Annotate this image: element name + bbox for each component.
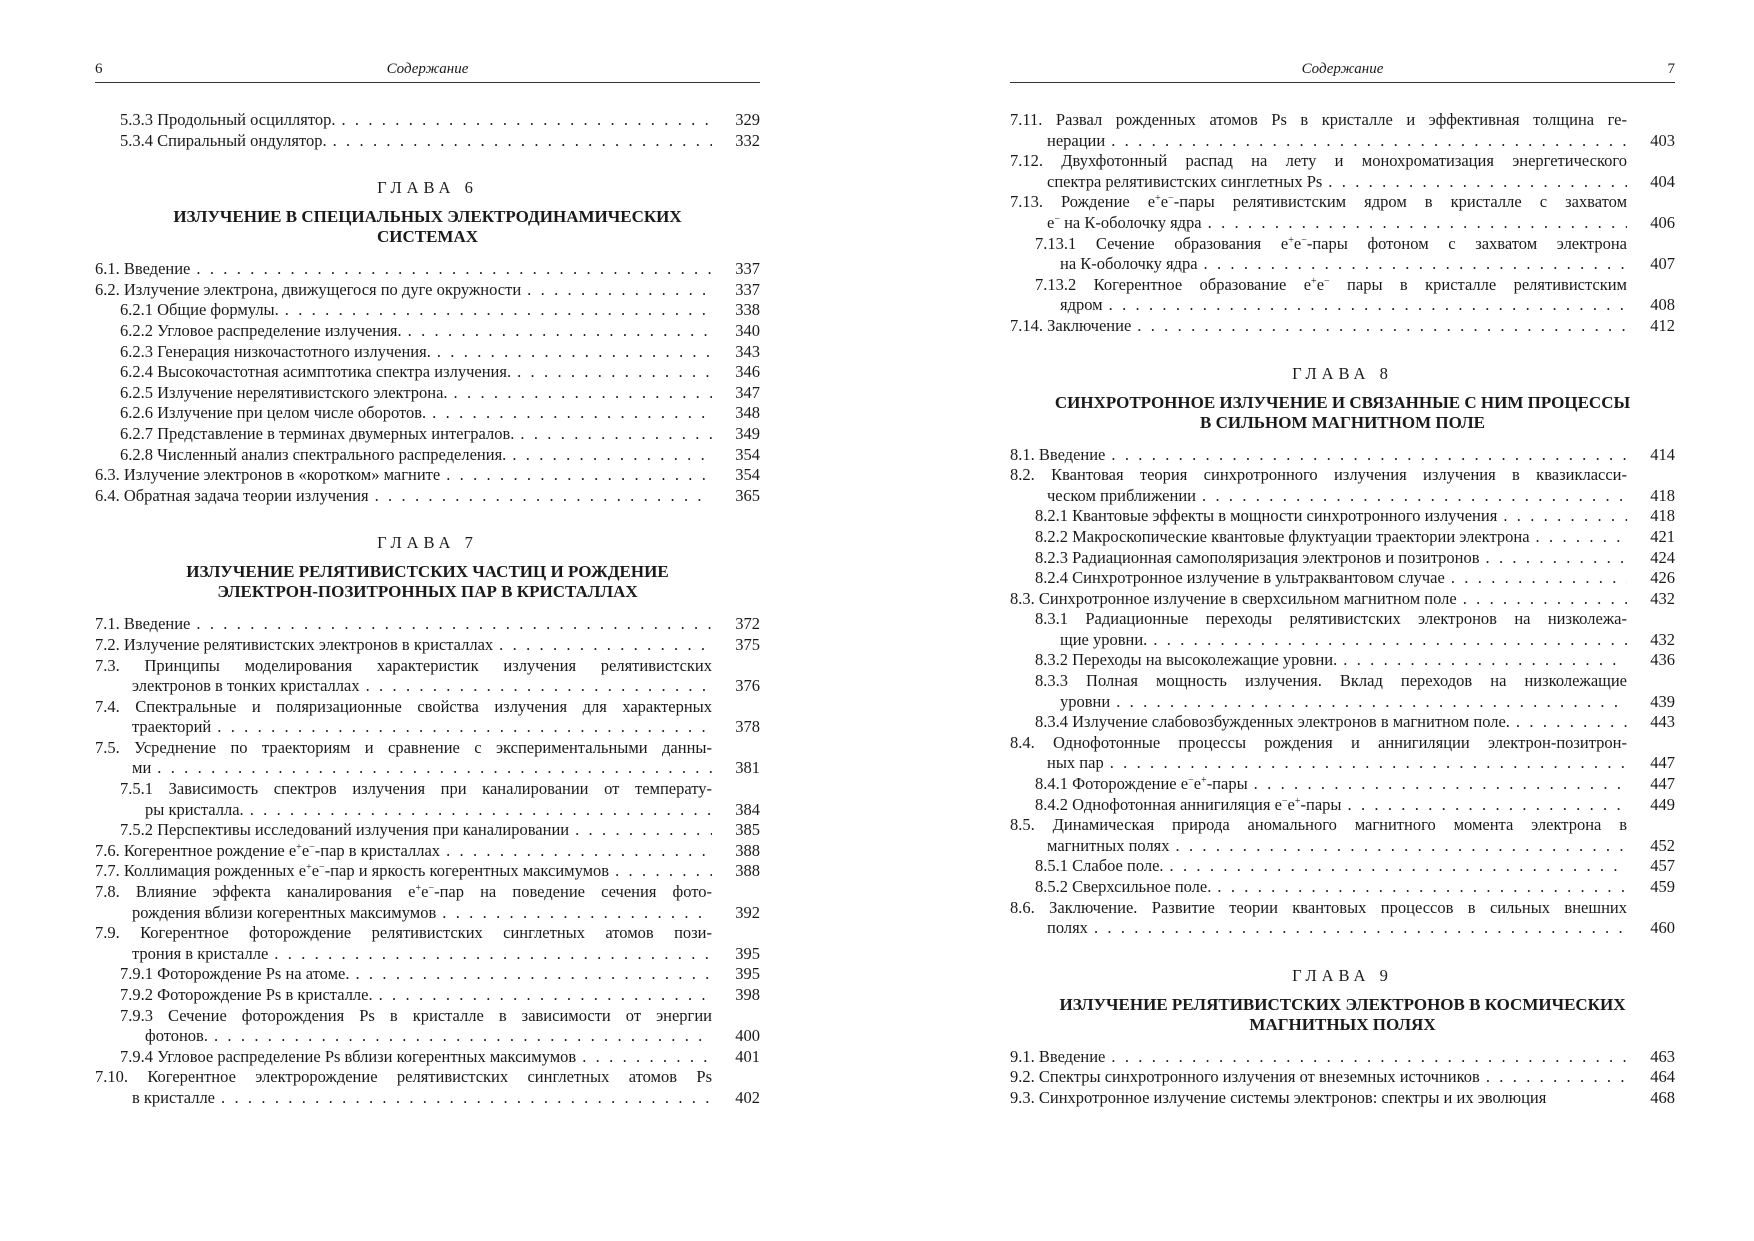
toc-entry-title-line: 8.5.2 Сверхсильное поле. . . . <box>1035 877 1627 898</box>
toc-entry-title-line: 7.9.1 Фоторождение Ps на атоме. . . . <box>120 964 712 985</box>
toc-entry-title-line: ядром . . . <box>1035 295 1627 316</box>
toc-entry[interactable] <box>1010 465 1675 506</box>
toc-entry[interactable] <box>1010 1047 1675 1068</box>
toc-page-number: 376 <box>735 676 760 696</box>
toc-entry-title-line: нерации . . . <box>1010 131 1627 152</box>
toc-entry-title-line: 6.2.4 Высокочастотная асимптотика спектра излучения. . . . <box>120 362 712 383</box>
toc-page-number: 408 <box>1650 295 1675 315</box>
toc-page-number: 403 <box>1650 130 1675 150</box>
superscript-sign: + <box>415 883 422 895</box>
toc-entry-title-line: 6.3. Излучение электронов в «коротком» магните . . . <box>95 465 712 486</box>
toc-page-number: 414 <box>1650 444 1675 464</box>
toc-page-number: 378 <box>735 717 760 737</box>
toc-entry[interactable] <box>1010 192 1675 233</box>
superscript-sign: − <box>309 841 315 853</box>
toc-entry-title-line: 7.9. Когерентное фоторождение релятивистских синглетных атомов пози- <box>95 923 712 943</box>
toc-entry-title-line: 6.2.3 Генерация низкочастотного излучения. . . . <box>120 342 712 363</box>
toc-entry-title-line: 8.4.1 Фоторождение e−e+-пары . . . <box>1035 774 1627 795</box>
toc-entry-title-line: 7.4. Спектральные и поляризационные свойства излучения для характерных <box>95 696 712 716</box>
toc-entry-title-line: 8.6. Заключение. Развитие теории квантовых процессов в сильных внешних <box>1010 897 1627 917</box>
toc-entry[interactable] <box>95 259 760 280</box>
toc-page-number: 375 <box>735 634 760 654</box>
toc-entry[interactable] <box>95 779 760 820</box>
toc-entry[interactable] <box>95 110 760 131</box>
toc-entry[interactable] <box>1010 856 1675 877</box>
toc-entry-title-line: 6.4. Обратная задача теории излучения . . . <box>95 486 712 507</box>
right-toc <box>1010 110 1675 1109</box>
toc-entry-title-line: спектра релятивистских синглетных Ps . . . <box>1010 172 1627 193</box>
superscript-sign: − <box>1324 275 1330 287</box>
toc-page-number: 402 <box>735 1087 760 1107</box>
toc-page-number: 337 <box>735 259 760 279</box>
toc-entry[interactable] <box>95 985 760 1006</box>
toc-entry-title-line: 8.3. Синхротронное излучение в сверхсильном магнитном поле . . . <box>1010 589 1627 610</box>
toc-page-number: 412 <box>1650 315 1675 335</box>
toc-entry-title-line: ры кристалла. . . . <box>120 800 712 821</box>
toc-page-number: 432 <box>1650 629 1675 649</box>
toc-page-number: 385 <box>735 820 760 840</box>
toc-entry[interactable] <box>1010 1088 1675 1109</box>
toc-entry-title-line: 7.10. Когерентное электророждение релятивистских синглетных атомов Ps <box>95 1067 712 1087</box>
chapter-label: ГЛАВА 6 <box>377 178 478 198</box>
toc-entry-title-line: ми . . . <box>95 758 712 779</box>
toc-entry-title-line: электронов в тонких кристаллах . . . <box>95 676 712 697</box>
toc-entry-title-line: 6.2.7 Представление в терминах двумерных интегралов. . . . <box>120 424 712 445</box>
right-page <box>1010 0 1675 1241</box>
superscript-sign: − <box>1301 234 1307 246</box>
toc-page-number: 459 <box>1650 877 1675 896</box>
toc-entry[interactable] <box>95 362 760 383</box>
toc-entry[interactable] <box>1010 712 1675 733</box>
toc-page-number: 468 <box>1650 1087 1675 1107</box>
toc-entry-title-line: 6.2.8 Численный анализ спектрального распределения. . . . <box>120 445 712 466</box>
toc-entry-title-line: 6.2.5 Излучение нерелятивистского электрона. . . . <box>120 383 712 404</box>
toc-entry[interactable] <box>1010 1067 1675 1088</box>
toc-entry-title-line: 7.13.1 Сечение образования e+e−-пары фотоном с захватом электрона <box>1035 233 1627 253</box>
toc-page-number: 460 <box>1650 918 1675 938</box>
toc-entry-title-line: 7.2. Излучение релятивистских электронов в кристаллах . . . <box>95 635 712 656</box>
left-page <box>95 0 760 1241</box>
chapter-title: ИЗЛУЧЕНИЕ РЕЛЯТИВИСТСКИХ ЭЛЕКТРОНОВ В КОСМИЧЕСКИХ МАГНИТНЫХ ПОЛЯХ <box>1059 994 1626 1034</box>
superscript-sign: + <box>1201 775 1207 787</box>
toc-entry[interactable] <box>95 656 760 697</box>
superscript-sign: + <box>296 841 302 853</box>
toc-page-number: 421 <box>1650 526 1675 546</box>
superscript-sign: + <box>1311 275 1317 287</box>
toc-entry-title-line: 8.3.3 Полная мощность излучения. Вклад переходов на низколежащие <box>1035 671 1627 691</box>
toc-page-number: 365 <box>735 485 760 505</box>
chapter-heading <box>1010 363 1675 433</box>
right-page-number: 7 <box>1667 61 1675 77</box>
toc-entry[interactable] <box>1010 589 1675 610</box>
toc-page-number: 354 <box>735 465 760 485</box>
toc-entry[interactable] <box>95 280 760 301</box>
toc-page-number: 400 <box>735 1026 760 1046</box>
chapter-heading <box>95 177 760 247</box>
toc-page-number: 395 <box>735 943 760 963</box>
toc-entry-title-line: фотонов. . . . <box>120 1026 712 1047</box>
toc-entry[interactable] <box>1010 609 1675 650</box>
toc-entry[interactable] <box>95 923 760 964</box>
chapter-title: ИЗЛУЧЕНИЕ РЕЛЯТИВИСТСКИХ ЧАСТИЦ И РОЖДЕНИЕ ЭЛЕКТРОН-ПОЗИТРОННЫХ ПАР В КРИСТАЛЛАХ <box>186 562 669 602</box>
toc-page-number: 418 <box>1650 485 1675 505</box>
toc-entry-title-line: 7.9.4 Угловое распределение Ps вблизи когерентных максимумов . . . <box>120 1047 712 1068</box>
toc-entry-title-line: 6.2.1 Общие формулы. . . . <box>120 300 712 321</box>
toc-entry-title-line: трония в кристалле . . . <box>95 944 712 965</box>
toc-entry[interactable] <box>1010 815 1675 856</box>
toc-entry-title-line: 7.11. Развал рожденных атомов Ps в кристалле и эффективная толщина ге- <box>1010 110 1627 129</box>
toc-entry[interactable] <box>1010 774 1675 795</box>
toc-page-number: 372 <box>735 614 760 634</box>
toc-page-number: 404 <box>1650 171 1675 191</box>
superscript-sign: + <box>1288 234 1294 246</box>
toc-entry-title-line: на К-оболочку ядра . . . <box>1035 254 1627 275</box>
toc-entry[interactable] <box>95 697 760 738</box>
toc-entry-title-line: 8.4.2 Однофотонная аннигиляция e−e+-пары . . . <box>1035 795 1627 816</box>
toc-entry-title-line: 8.2.2 Макроскопические квантовые флуктуации траектории электрона . . . <box>1035 527 1627 548</box>
toc-entry-title-line: 6.2.6 Излучение при целом числе оборотов. . . . <box>120 403 712 424</box>
toc-entry-title-line: 7.9.2 Фоторождение Ps в кристалле. . . . <box>120 985 712 1006</box>
toc-entry[interactable] <box>95 1067 760 1108</box>
toc-entry-title-line: 8.5.1 Слабое поле. . . . <box>1035 856 1627 877</box>
toc-entry-title-line: 8.4. Однофотонные процессы рождения и аннигиляции электрон-позитрон- <box>1010 732 1627 752</box>
chapter-label: ГЛАВА 8 <box>1292 363 1393 383</box>
toc-entry-title-line: полях . . . <box>1010 918 1627 939</box>
toc-page-number: 424 <box>1650 547 1675 567</box>
toc-page-number: 346 <box>735 362 760 382</box>
toc-entry[interactable] <box>95 383 760 404</box>
toc-entry[interactable] <box>1010 445 1675 466</box>
toc-page-number: 463 <box>1650 1046 1675 1066</box>
toc-entry-title-line: 5.3.4 Спиральный ондулятор. . . . <box>120 131 712 152</box>
toc-entry[interactable] <box>95 445 760 466</box>
toc-entry[interactable] <box>1010 506 1675 527</box>
toc-page-number: 418 <box>1650 506 1675 526</box>
toc-entry-title-line: 8.3.2 Переходы на высоколежащие уровни. . . . <box>1035 650 1627 671</box>
toc-entry[interactable] <box>1010 151 1675 192</box>
toc-entry[interactable] <box>95 321 760 342</box>
toc-entry-title-line: 6.1. Введение . . . <box>95 259 712 280</box>
toc-page-number: 398 <box>735 985 760 1004</box>
toc-page-number: 332 <box>735 130 760 150</box>
toc-entry[interactable] <box>95 964 760 985</box>
toc-entry[interactable] <box>1010 234 1675 275</box>
toc-entry[interactable] <box>95 424 760 445</box>
toc-page-number: 457 <box>1650 856 1675 876</box>
toc-page-number: 354 <box>735 444 760 464</box>
toc-entry-title-line: 7.14. Заключение . . . <box>1010 316 1627 337</box>
superscript-sign: − <box>319 862 325 874</box>
toc-page-number: 388 <box>735 861 760 881</box>
toc-page-number: 452 <box>1650 835 1675 855</box>
toc-entry[interactable] <box>1010 275 1675 316</box>
toc-entry-title-line: 7.1. Введение . . . <box>95 614 712 635</box>
toc-page-number: 443 <box>1650 712 1675 732</box>
toc-entry-title-line: 9.2. Спектры синхротронного излучения от внеземных источников . . . <box>1010 1067 1627 1088</box>
toc-page-number: 395 <box>735 964 760 984</box>
right-running-title: Содержание <box>1301 61 1384 77</box>
toc-page-number: 338 <box>735 300 760 320</box>
toc-entry[interactable] <box>1010 733 1675 774</box>
toc-entry-title-line: траекторий . . . <box>95 717 712 738</box>
chapter-title: СИНХРОТРОННОЕ ИЗЛУЧЕНИЕ И СВЯЗАННЫЕ С НИМ ПРОЦЕССЫ В СИЛЬНОМ МАГНИТНОМ ПОЛЕ <box>1054 392 1631 432</box>
superscript-sign: − <box>428 883 435 895</box>
left-page-number: 6 <box>95 61 103 77</box>
toc-entry[interactable] <box>1010 316 1675 337</box>
toc-entry[interactable] <box>95 131 760 152</box>
toc-entry[interactable] <box>95 738 760 779</box>
toc-entry[interactable] <box>95 1047 760 1068</box>
toc-entry-title-line: 7.8. Влияние эффекта каналирования e+e−-пар на поведение сечения фото- <box>95 882 712 902</box>
toc-page-number: 381 <box>735 758 760 778</box>
toc-entry-title-line: 5.3.3 Продольный осциллятор. . . . <box>120 110 712 131</box>
toc-entry-title-line: 7.9.3 Сечение фоторождения Ps в кристалле в зависимости от энергии <box>120 1005 712 1025</box>
toc-entry-title-line: щие уровни. . . . <box>1035 630 1627 651</box>
left-running-title: Содержание <box>386 61 469 77</box>
toc-entry-title-line: 7.6. Когерентное рождение e+e−-пар в кристаллах . . . <box>95 841 712 862</box>
toc-entry-title-line: 8.1. Введение . . . <box>1010 445 1627 466</box>
toc-entry[interactable] <box>1010 671 1675 712</box>
superscript-sign: − <box>1188 775 1194 787</box>
toc-entry-title-line: 8.2.4 Синхротронное излучение в ультраквантовом случае . . . <box>1035 568 1627 589</box>
toc-page-number: 347 <box>735 382 760 402</box>
toc-entry[interactable] <box>95 861 760 882</box>
toc-entry[interactable] <box>95 1006 760 1047</box>
toc-entry[interactable] <box>1010 527 1675 548</box>
superscript-sign: + <box>1155 193 1161 205</box>
chapter-label: ГЛАВА 7 <box>377 533 478 553</box>
toc-page-number: 464 <box>1650 1067 1675 1087</box>
toc-page-number: 329 <box>735 110 760 129</box>
toc-entry[interactable] <box>1010 110 1675 151</box>
toc-entry-title-line: 7.12. Двухфотонный распад на лету и монохроматизация энергетического <box>1010 151 1627 171</box>
toc-page-number: 432 <box>1650 588 1675 608</box>
toc-entry-title-line: 9.3. Синхротронное излучение системы электронов: спектры и их эволюция <box>1010 1087 1547 1107</box>
right-running-header <box>1010 60 1675 83</box>
chapter-heading <box>1010 965 1675 1035</box>
toc-entry-title-line: 7.7. Коллимация рожденных e+e−-пар и яркость когерентных максимумов . . . <box>95 861 712 882</box>
toc-entry[interactable] <box>1010 877 1675 898</box>
toc-entry-title-line: уровни . . . <box>1035 692 1627 713</box>
toc-page-number: 349 <box>735 423 760 443</box>
toc-page-number: 384 <box>735 799 760 819</box>
toc-page-number: 407 <box>1650 254 1675 274</box>
toc-entry-title-line: 8.2.1 Квантовые эффекты в мощности синхротронного излучения . . . <box>1035 506 1627 527</box>
toc-page-number: 401 <box>735 1046 760 1066</box>
toc-entry[interactable] <box>1010 568 1675 589</box>
toc-page-number: 348 <box>735 403 760 423</box>
toc-page-number: 406 <box>1650 212 1675 232</box>
left-toc <box>95 110 760 1109</box>
toc-entry-title-line: рождения вблизи когерентных максимумов . . . <box>95 903 712 924</box>
toc-entry[interactable] <box>1010 795 1675 816</box>
toc-entry-title-line: 6.2. Излучение электрона, движущегося по дуге окружности . . . <box>95 280 712 301</box>
toc-entry[interactable] <box>95 300 760 321</box>
toc-page-number: 343 <box>735 341 760 361</box>
toc-entry-title-line: 7.5. Усреднение по траекториям и сравнение с экспериментальными данны- <box>95 737 712 757</box>
toc-page-number: 447 <box>1650 774 1675 794</box>
toc-entry-title-line: 8.3.4 Излучение слабовозбужденных электронов в магнитном поле. . . . <box>1035 712 1627 733</box>
toc-entry-title-line: 7.5.2 Перспективы исследований излучения при каналировании . . . <box>120 820 712 841</box>
toc-entry[interactable] <box>95 882 760 923</box>
toc-page-number: 426 <box>1650 568 1675 588</box>
chapter-title: ИЗЛУЧЕНИЕ В СПЕЦИАЛЬНЫХ ЭЛЕКТРОДИНАМИЧЕСКИХ СИСТЕМАХ <box>173 207 682 247</box>
toc-entry-title-line: в кристалле . . . <box>95 1088 712 1109</box>
toc-entry-title-line: 8.3.1 Радиационные переходы релятивистских электронов на низколежа- <box>1035 609 1627 629</box>
left-running-header <box>95 60 760 83</box>
superscript-sign: − <box>1168 193 1174 205</box>
toc-page-number: 388 <box>735 840 760 860</box>
chapter-label: ГЛАВА 9 <box>1292 965 1393 985</box>
toc-page-number: 392 <box>735 902 760 922</box>
toc-entry[interactable] <box>95 820 760 841</box>
toc-entry-title-line: 8.2.3 Радиационная самополяризация электронов и позитронов . . . <box>1035 548 1627 569</box>
toc-entry-title-line: ных пар . . . <box>1010 753 1627 774</box>
toc-page-number: 337 <box>735 279 760 299</box>
toc-entry[interactable] <box>95 342 760 363</box>
toc-entry-title-line: 6.2.2 Угловое распределение излучения. . . . <box>120 321 712 342</box>
toc-entry[interactable] <box>95 465 760 486</box>
chapter-heading <box>95 532 760 602</box>
toc-entry[interactable] <box>1010 548 1675 569</box>
toc-entry-title-line: 7.3. Принципы моделирования характеристик излучения релятивистских <box>95 655 712 675</box>
superscript-sign: + <box>1294 795 1301 807</box>
superscript-sign: − <box>1054 213 1060 225</box>
toc-entry[interactable] <box>1010 650 1675 671</box>
toc-entry-title-line: e− на К-оболочку ядра . . . <box>1010 213 1627 234</box>
toc-entry-title-line: 7.13. Рождение e+e−-пары релятивистским ядром в кристалле с захватом <box>1010 192 1628 212</box>
toc-page-number: 436 <box>1650 650 1675 670</box>
toc-entry[interactable] <box>1010 898 1675 939</box>
toc-entry[interactable] <box>95 403 760 424</box>
toc-page-number: 449 <box>1650 794 1675 814</box>
toc-page-number: 439 <box>1650 691 1675 711</box>
toc-entry-title-line: магнитных полях . . . <box>1010 836 1627 857</box>
toc-entry-title-line: 7.13.2 Когерентное образование e+e− пары в кристалле релятивистским <box>1035 274 1627 294</box>
toc-entry-title-line: 7.5.1 Зависимость спектров излучения при каналировании от температу- <box>120 779 712 799</box>
toc-page-number: 447 <box>1650 753 1675 773</box>
toc-page-number: 340 <box>735 320 760 340</box>
toc-entry[interactable] <box>95 614 760 635</box>
toc-entry[interactable] <box>95 841 760 862</box>
toc-entry[interactable] <box>95 486 760 507</box>
superscript-sign: − <box>1281 795 1288 807</box>
toc-entry-title-line: 8.5. Динамическая природа аномального магнитного момента электрона в <box>1010 815 1627 835</box>
toc-entry-title-line: ческом приближении . . . <box>1010 486 1627 507</box>
toc-entry[interactable] <box>95 635 760 656</box>
toc-entry-title-line: 8.2. Квантовая теория синхротронного излучения излучения в квазикласси- <box>1010 465 1627 485</box>
toc-entry-title-line: 9.1. Введение . . . <box>1010 1047 1627 1068</box>
superscript-sign: + <box>306 862 312 874</box>
